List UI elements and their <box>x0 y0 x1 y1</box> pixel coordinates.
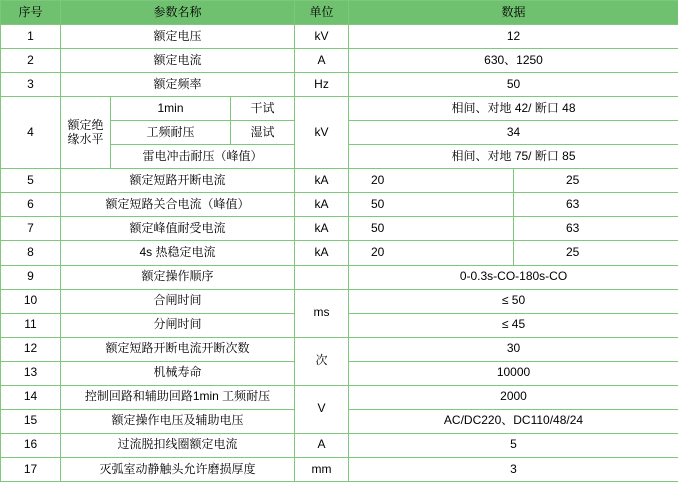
row-unit: mm <box>295 457 349 481</box>
row-name: 额定频率 <box>61 73 295 97</box>
header-cell-data: 数据 <box>349 1 678 25</box>
row-value-right: 25 <box>514 241 678 265</box>
row-name: 额定操作顺序 <box>61 265 295 289</box>
table-row <box>1 289 678 313</box>
row-unit <box>295 265 349 289</box>
row-name: 额定电压 <box>61 25 295 49</box>
row-value: 5 <box>349 433 678 457</box>
table-header-row <box>1 1 678 25</box>
row-name: 额定峰值耐受电流 <box>61 217 295 241</box>
table-row <box>1 97 678 121</box>
table-row <box>1 25 678 49</box>
row-name: 分闸时间 <box>61 313 295 337</box>
row-value: 3 <box>349 457 678 481</box>
header-cell-no: 序号 <box>1 1 61 25</box>
row-value-left: 20 <box>349 169 514 193</box>
table-row <box>1 49 678 73</box>
row-no: 3 <box>1 73 61 97</box>
row-name: 额定短路关合电流（峰值） <box>61 193 295 217</box>
row-name: 额定绝缘水平 <box>61 97 111 169</box>
row-value: 12 <box>349 25 678 49</box>
row-value: 相间、对地 42/ 断口 48 <box>349 97 678 121</box>
table-row <box>1 241 678 265</box>
table-row <box>1 169 678 193</box>
row-value: 相间、对地 75/ 断口 85 <box>349 145 678 169</box>
row-no: 14 <box>1 385 61 409</box>
table-row <box>1 385 678 409</box>
row-no: 8 <box>1 241 61 265</box>
row-value: 10000 <box>349 361 678 385</box>
row-unit: A <box>295 49 349 73</box>
row-unit: kV <box>295 25 349 49</box>
row-name: 合闸时间 <box>61 289 295 313</box>
table-row <box>1 193 678 217</box>
table-row <box>1 73 678 97</box>
row-no: 6 <box>1 193 61 217</box>
row-value: 0-0.3s-CO-180s-CO <box>349 265 678 289</box>
row-value: ≤ 50 <box>349 289 678 313</box>
row-unit: A <box>295 433 349 457</box>
row-no: 15 <box>1 409 61 433</box>
row-unit: kA <box>295 241 349 265</box>
row-value-left: 50 <box>349 217 514 241</box>
row-unit: kA <box>295 193 349 217</box>
row-unit: kA <box>295 169 349 193</box>
row-no: 11 <box>1 313 61 337</box>
table-row <box>1 265 678 289</box>
row-unit: kV <box>295 97 349 169</box>
row-value: ≤ 45 <box>349 313 678 337</box>
row-value: AC/DC220、DC110/48/24 <box>349 409 678 433</box>
row-no: 1 <box>1 25 61 49</box>
row-name: 控制回路和辅助回路1min 工频耐压 <box>61 385 295 409</box>
row-name: 4s 热稳定电流 <box>61 241 295 265</box>
row-no: 4 <box>1 97 61 169</box>
row-value-right: 63 <box>514 193 678 217</box>
row-value-left: 50 <box>349 193 514 217</box>
sub-label-power-frequency-withstand: 工频耐压 <box>111 121 231 145</box>
row-no: 5 <box>1 169 61 193</box>
row-value: 34 <box>349 121 678 145</box>
row-value-left: 20 <box>349 241 514 265</box>
table-row <box>1 433 678 457</box>
row-no: 2 <box>1 49 61 73</box>
sub-label-dry-test: 干试 <box>231 97 295 121</box>
row-unit: Hz <box>295 73 349 97</box>
row-name: 额定操作电压及辅助电压 <box>61 409 295 433</box>
row-no: 16 <box>1 433 61 457</box>
row-no: 7 <box>1 217 61 241</box>
row-name: 额定电流 <box>61 49 295 73</box>
row-unit: ms <box>295 289 349 337</box>
row-no: 13 <box>1 361 61 385</box>
row-name: 额定短路开断电流 <box>61 169 295 193</box>
table-row <box>1 337 678 361</box>
row-no: 12 <box>1 337 61 361</box>
row-value-right: 25 <box>514 169 678 193</box>
row-name: 机械寿命 <box>61 361 295 385</box>
row-no: 17 <box>1 457 61 481</box>
header-cell-name: 参数名称 <box>61 1 295 25</box>
row-unit: 次 <box>295 337 349 385</box>
row-no: 10 <box>1 289 61 313</box>
row-name: 过流脱扣线圈额定电流 <box>61 433 295 457</box>
sub-label-lightning-impulse: 雷电冲击耐压（峰值） <box>111 145 295 169</box>
row-unit: V <box>295 385 349 433</box>
row-name: 灭弧室动静触头允许磨损厚度 <box>61 457 295 481</box>
sub-label-wet-test: 湿试 <box>231 121 295 145</box>
table-row <box>1 217 678 241</box>
row-unit: kA <box>295 217 349 241</box>
row-no: 9 <box>1 265 61 289</box>
row-value: 50 <box>349 73 678 97</box>
row-name: 额定短路开断电流开断次数 <box>61 337 295 361</box>
table-row <box>1 457 678 481</box>
row-value-right: 63 <box>514 217 678 241</box>
header-cell-unit: 单位 <box>295 1 349 25</box>
row-value: 630、1250 <box>349 49 678 73</box>
row-value: 30 <box>349 337 678 361</box>
row-value: 2000 <box>349 385 678 409</box>
sub-label-1min: 1min <box>111 97 231 121</box>
